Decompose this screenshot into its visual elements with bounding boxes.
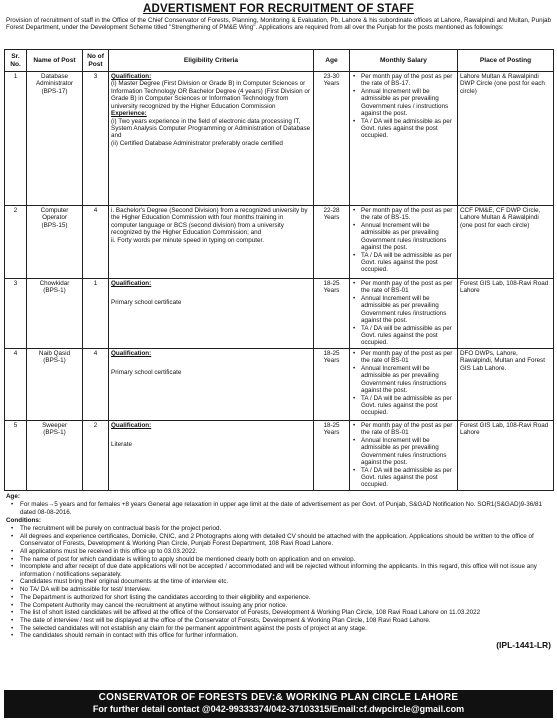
advertisement-page	[4, 2, 553, 718]
cell-eligibility	[109, 206, 314, 279]
cell-salary	[350, 206, 458, 279]
cell-post	[27, 279, 83, 349]
cell-count: 1	[83, 279, 109, 349]
salary-item: • Annual Increment will be admissible as per prevailing Government rules /instructions against the post.	[353, 294, 447, 325]
post-bps: (BPS-1)	[43, 429, 66, 437]
posts-table	[4, 49, 554, 491]
header-sr: Sr. No.	[5, 50, 27, 72]
page-title: ADVERTISMENT FOR RECRUITMENT OF STAFF	[142, 3, 415, 15]
conditions-label: Conditions:	[6, 516, 41, 524]
header-place: Place of Posting	[458, 50, 554, 72]
list-item: • All degrees and experience certificates, Domicile, CNIC, and 2 Photographs along with detailed CV should be attached with the application. Applications should be written to the office of Conservator of Forests, Development & Working Plan Circle, Punjab Forest Department, 108 Ravi Road Lahore.	[20, 533, 551, 548]
age-section	[4, 493, 553, 650]
cell-post	[27, 349, 83, 421]
footer-contact: For further detail contact @042-99333374/042-37103315/Email:cf.dwpcircle@gmail.com	[92, 704, 465, 715]
header-salary: Monthly Salary	[350, 50, 458, 72]
list-item: • The list of short listed candidates will be affixed at the office of the Conservator of Forests, Development & Working Plan Circle, 108 Ravi Road Lahore on 11.03.2022	[20, 609, 551, 616]
list-item: • The recruitment will be purely on contractual basis for the project period.	[20, 525, 551, 532]
qualification-heading: Qualification:	[111, 422, 152, 429]
post-bps: (BPS-1)	[43, 287, 66, 295]
salary-item: • Annual Increment will be admissible as per prevailing Government rules / instructions against the post.	[353, 87, 449, 118]
table-header-row	[5, 50, 554, 72]
header-post-count: No of Post	[83, 50, 109, 72]
list-item: • The date of interview / test will be displayed at the office of the Conservator of Forests, Development & Working Plan Circle, 108 Ravi Road Lahore.	[20, 617, 551, 624]
qualification-heading: Qualification:	[111, 280, 152, 287]
header-post-name: Name of Post	[27, 50, 83, 72]
post-name: Naib Qasid	[38, 350, 71, 357]
cell-sr: 1	[5, 72, 27, 206]
list-item: • No TA/ DA will be admissible for test/ Interview.	[20, 586, 551, 593]
footer-banner	[4, 690, 553, 718]
qualification-item: (i) Master Degree (First Division or Grade B) in Computer Sciences or Information Technology OR Bachelor Degree (4 years) (First Division or Grade B) in Computer Sciences or Information Technology from university recognized by the Higher Education Commission	[111, 80, 311, 110]
cell-salary	[350, 279, 458, 349]
cell-place: DFO DWPs, Lahore, Rawalpindi, Multan and Forest GIS Lab Lahore.	[458, 349, 554, 421]
experience-item: (ii) Certified Database Administrator preferably oracle certified	[111, 139, 283, 147]
post-name: Chowkidar	[39, 280, 70, 287]
cell-age: 18-25 Years	[314, 421, 350, 491]
qualification-heading: Qualification:	[111, 350, 152, 357]
cell-eligibility	[109, 72, 314, 206]
salary-item: • TA / DA will be admissible as per Govt. rules against the post occupied.	[353, 324, 452, 347]
list-item: • The Competent Authority may cancel the recruitment at anytime without issuing any prior notice.	[20, 602, 551, 609]
salary-item: • TA / DA will be admissible as per Govt. rules against the post occupied.	[353, 251, 452, 274]
list-item: • The name of post for which candidate is willing to apply should be mentioned clearly both on application and on envelop.	[20, 556, 551, 563]
post-bps: (BPS-15)	[41, 221, 68, 229]
experience-heading: Experience:	[111, 110, 147, 118]
cell-eligibility	[109, 349, 314, 421]
age-relaxation-text: • For males→5 years and for females +8 years General age relaxation in upper age limit at the date of advertisement as per Govt. of Punjab, S&GAD Notification No. SOR1(S&GAD)9-36/81 dated 08-08-2016.	[20, 501, 551, 516]
salary-item: • Annual Increment will be admissible as per prevailing Government rules /instructions against the post.	[353, 364, 447, 395]
cell-age: 18-25 Years	[314, 279, 350, 349]
qualification-heading: Qualification:	[111, 73, 152, 80]
cell-eligibility	[109, 421, 314, 491]
intro-paragraph: Provision of recruitment of staff in the Office of the Chief Conservator of Forests, Planning, Monitoring & Evaluation, Pb, Lahore & his subordinate offices at Lahore, Rawalpindi and Multan, Punjab Forest Department, under the Development Scheme titled "Strengthening of PM&E Wing". Applications are required from all over the Punjab for the posts mentioned as followings:	[6, 17, 551, 32]
list-item: • The Department is authorized for short listing the candidates according to their eligibility and experience.	[20, 594, 551, 601]
cell-count: 3	[83, 72, 109, 206]
salary-item: • Per month pay of the post as per the rate of BS-01	[353, 422, 453, 437]
eligibility-item: ii. Forty words per minute speed in typing on computer.	[111, 236, 264, 244]
post-name: Computer Operator	[40, 207, 69, 222]
cell-sr: 4	[5, 349, 27, 421]
table-row	[5, 421, 554, 491]
post-bps: (BPS-1)	[43, 357, 66, 365]
cell-sr: 5	[5, 421, 27, 491]
salary-item: • Per month pay of the post as per the rate of BS-01	[353, 280, 453, 295]
header-age: Age	[314, 50, 350, 72]
list-item: • The candidates should remain in contact with this office for further information.	[20, 632, 551, 639]
salary-item: • TA / DA will be admissible as per Govt. rules against the post occupied.	[353, 117, 452, 140]
salary-item: • TA / DA will be admissible as per Govt. rules against the post occupied.	[353, 394, 452, 417]
cell-count: 2	[83, 421, 109, 491]
cell-sr: 3	[5, 279, 27, 349]
cell-place: Forest GIS Lab, 108-Ravi Road Lahore	[458, 421, 554, 491]
qualification-text: Primary school certificate	[111, 299, 182, 307]
post-name: Sweeper	[42, 422, 67, 429]
cell-place: Forest GIS Lab, 108-Ravi Road Lahore	[458, 279, 554, 349]
salary-item: • Annual Increment will be admissible as per prevailing Government rules /instructions against the post.	[353, 221, 447, 252]
post-name: Database Administrator	[35, 73, 74, 88]
cell-salary	[350, 72, 458, 206]
cell-salary	[350, 421, 458, 491]
cell-age: 22-28 Years	[314, 206, 350, 279]
table-row	[5, 279, 554, 349]
cell-age: 18-25 Years	[314, 349, 350, 421]
salary-item: • Per month pay of the post as per the rate of BS-15.	[353, 207, 453, 222]
footer-office-name: CONSERVATOR OF FORESTS DEV:& WORKING PLAN CIRCLE LAHORE	[98, 691, 459, 703]
list-item: • Incomplete and after receipt of due date applications will not be accepted / accommodated and will be rejected without informing the applicants. In this regard, this office will not issue any information / notifications separately.	[20, 563, 551, 578]
eligibility-item: i. Bachelor's Degree (Second Division) from a recognized university by the Higher Education Commission with four months training in computer language or BCS (second division) from a university recognized by the Higher Education Commission; and	[111, 207, 308, 237]
list-item: • The selected candidates will not establish any claim for the permanent appointment against the posts of project at any stage.	[20, 625, 551, 632]
list-item: • Candidates must bring their original documents at the time of interview etc.	[20, 578, 551, 585]
qualification-text: Literate	[111, 441, 133, 449]
salary-item: • TA / DA will be admissible as per Govt. rules against the post occupied.	[353, 466, 452, 489]
salary-item: • Annual Increment will be admissible as per prevailing Government rules /instructions against the post.	[353, 436, 447, 467]
cell-salary	[350, 349, 458, 421]
reference-number: (IPL-1441-LR)	[496, 640, 551, 651]
list-item: • All applications must be received in this office up to 03.03.2022.	[20, 548, 551, 555]
cell-eligibility	[109, 279, 314, 349]
cell-count: 4	[83, 349, 109, 421]
table-row	[5, 349, 554, 421]
cell-age: 23-30 Years	[314, 72, 350, 206]
cell-place: Lahore Multan & Rawalpindi DWP Circle (one post for each circle)	[458, 72, 554, 206]
cell-place: CCF PM&E, CF DWP Circle, Lahore Multan & Rawalpindi (one post for each circle)	[458, 206, 554, 279]
cell-count: 4	[83, 206, 109, 279]
table-row	[5, 206, 554, 279]
cell-post	[27, 421, 83, 491]
cell-post	[27, 206, 83, 279]
experience-item: (i) Two years experience in the field of electronic data processing IT, System Analysis Computer Programming or Administration of Database and	[111, 117, 311, 140]
conditions-list	[6, 525, 551, 640]
post-bps: (BPS-17)	[41, 87, 68, 95]
table-row	[5, 72, 554, 206]
salary-item: • Per month pay of the post as per the rate of BS-01	[353, 350, 453, 365]
cell-post	[27, 72, 83, 206]
salary-item: • Per month pay of the post as per the rate of BS-17.	[353, 73, 453, 88]
cell-sr: 2	[5, 206, 27, 279]
age-label: Age:	[6, 493, 20, 500]
header-eligibility: Eligibility Criteria	[109, 50, 314, 72]
qualification-text: Primary school certificate	[111, 369, 182, 377]
